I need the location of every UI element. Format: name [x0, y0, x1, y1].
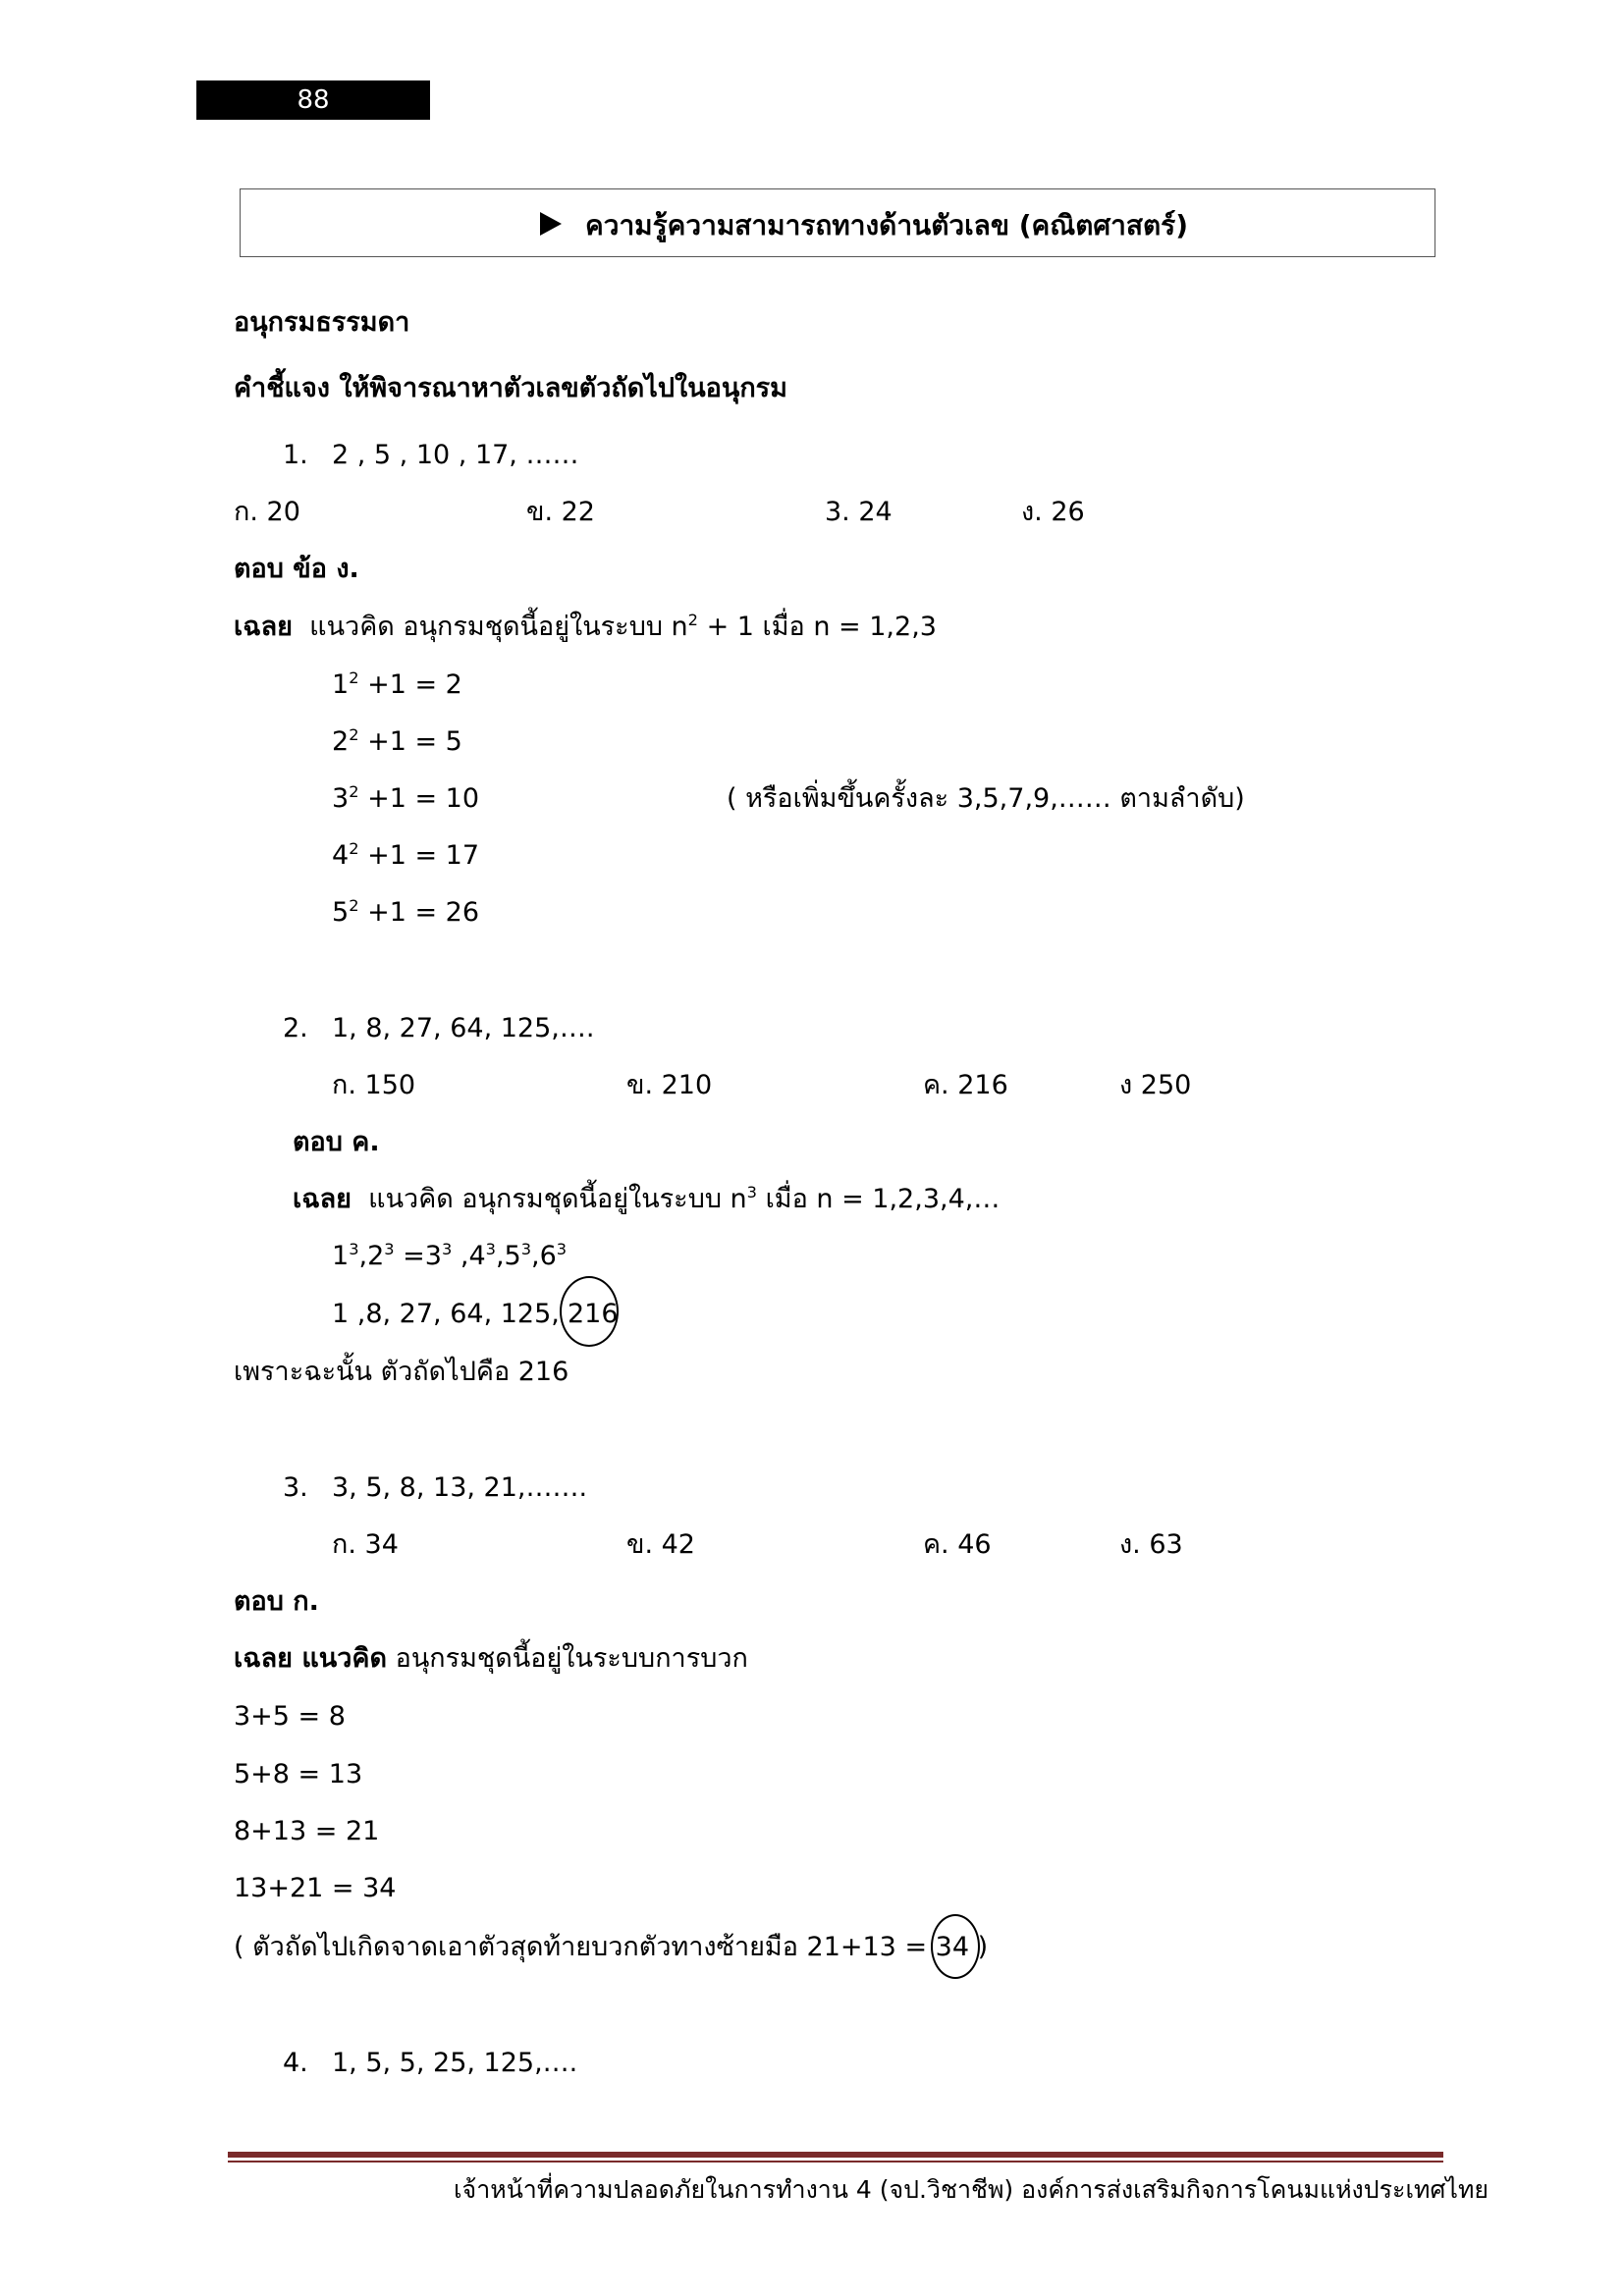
q3-circled-answer: 34 — [935, 1932, 970, 1962]
footer-rule-thin — [228, 2161, 1443, 2163]
page-number: 88 — [196, 80, 430, 120]
q2-solution-text: แนวคิด อนุกรมชุดนี้อยู่ในระบบ n — [368, 1184, 747, 1214]
q3-step-3: 8+13 = 21 — [234, 1816, 380, 1846]
q2-number: 2. — [283, 1013, 308, 1043]
q3-choice-a: ก. 34 — [332, 1529, 399, 1560]
q3-solution-label: เฉลย แนวคิด — [234, 1643, 388, 1674]
q3-step-1: 3+5 = 8 — [234, 1701, 346, 1732]
q2-choice-b: ข. 210 — [626, 1070, 713, 1100]
q3-answer-circle — [931, 1914, 980, 1979]
q3-sequence: 3, 5, 8, 13, 21,……. — [332, 1472, 588, 1503]
q1-choice-a: ก. 20 — [234, 497, 300, 527]
q1-step-5: $5^2 +1 = 26$ — [332, 896, 480, 928]
q3-step-2: 5+8 = 13 — [234, 1759, 363, 1789]
q3-choice-c: ค. 46 — [923, 1529, 992, 1560]
q2-choice-c: ค. 216 — [923, 1070, 1008, 1100]
q1-solution-label: เฉลย — [234, 612, 293, 642]
q3-choice-b: ข. 42 — [626, 1529, 695, 1560]
q3-note: ( ตัวถัดไปเกิดจาดเอาตัวสุดท้ายบวกตัวทางซ้ายมือ 21+13 = 34 ) — [234, 1932, 989, 1962]
q3-answer: ตอบ ก. — [234, 1586, 319, 1617]
q3-choice-d: ง. 63 — [1119, 1529, 1183, 1560]
q2-solution-label: เฉลย — [293, 1184, 352, 1214]
q1-solution — [234, 611, 937, 642]
q2-choice-d: ง 250 — [1119, 1070, 1192, 1100]
q2-sequence: 1, 8, 27, 64, 125,…. — [332, 1013, 595, 1043]
footer-text: เจ้าหน้าที่ความปลอดภัยในการทำงาน 4 (จป.วิชาชีพ) องค์การส่งเสริมกิจการโคนมแห่งประเทศไทย — [454, 2175, 1489, 2204]
q3-solution-text: อนุกรมชุดนี้อยู่ในระบบการบวก — [387, 1643, 748, 1674]
q1-solution-tail: + 1 เมื่อ n = 1,2,3 — [697, 612, 937, 642]
q4-sequence: 1, 5, 5, 25, 125,…. — [332, 2048, 578, 2078]
q2-solution — [293, 1183, 1001, 1214]
instruction: คำชี้แจง ให้พิจารณาหาตัวเลขตัวถัดไปในอนุกรม — [234, 373, 787, 403]
q2-solution-tail: เมื่อ n = 1,2,3,4,… — [756, 1184, 1001, 1214]
q2-answer: ตอบ ค. — [293, 1127, 380, 1157]
q1-answer: ตอบ ข้อ ง. — [234, 554, 359, 584]
q3-number: 3. — [283, 1472, 308, 1503]
arrow-bullet-icon — [540, 212, 562, 236]
q2-conclusion: เพราะฉะนั้น ตัวถัดไปคือ 216 — [234, 1357, 569, 1387]
q1-sequence: 2 , 5 , 10 , 17, …… — [332, 440, 579, 470]
q1-choice-c: 3. 24 — [825, 497, 893, 527]
q1-solution-text: แนวคิด อนุกรมชุดนี้อยู่ในระบบ n — [309, 612, 688, 642]
q1-note: ( หรือเพิ่มขึ้นครั้งละ 3,5,7,9,…… ตามลำดับ) — [727, 783, 1245, 814]
q2-circled-answer: 216 — [568, 1299, 619, 1329]
topic-title: อนุกรมธรรมดา — [234, 307, 410, 338]
footer-rule — [228, 2152, 1443, 2158]
q1-solution-exp: 2 — [687, 611, 698, 629]
q1-choice-d: ง. 26 — [1021, 497, 1085, 527]
q1-step-2: $2^2 +1 = 5$ — [332, 725, 462, 757]
section-title: ความรู้ความสามารถทางด้านตัวเลข (คณิตศาสตร์) — [585, 209, 1189, 241]
q2-powers-line: $1^3,2^3 =3^3$ $,4^3,5^3,6^3$ — [332, 1240, 568, 1271]
q1-step-4: $4^2 +1 = 17$ — [332, 839, 480, 871]
q3-step-4: 13+21 = 34 — [234, 1873, 397, 1903]
q3-solution — [234, 1645, 748, 1672]
q1-number: 1. — [283, 440, 308, 470]
q1-step-3: $3^2 +1 = 10$ — [332, 782, 480, 814]
q2-answer-circle — [560, 1276, 619, 1347]
q2-solution-exp: 3 — [746, 1183, 757, 1201]
q2-values-line: 1 ,8, 27, 64, 125, — [332, 1299, 560, 1329]
q4-number: 4. — [283, 2048, 308, 2078]
q1-step-1: $1^2 +1 = 2$ — [332, 668, 462, 700]
q1-choice-b: ข. 22 — [526, 497, 595, 527]
q2-choice-a: ก. 150 — [332, 1070, 416, 1100]
